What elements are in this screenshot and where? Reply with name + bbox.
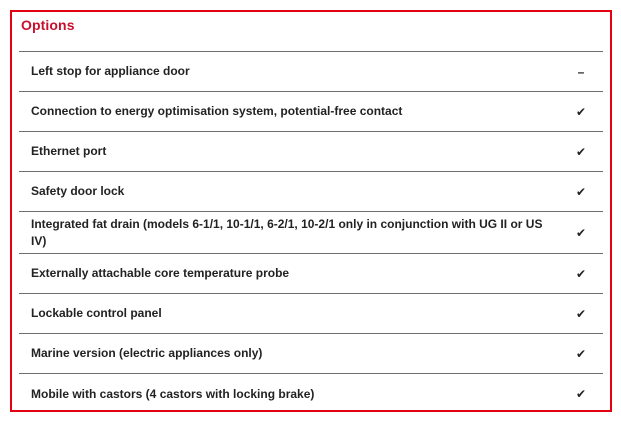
option-label: Ethernet port [31,144,107,158]
option-label: Safety door lock [31,184,125,198]
checkmark-icon: ✔ [575,184,587,199]
option-label: Integrated fat drain (models 6-1/1, 10-1/1, 6-2/1, 10-2/1 only in conjunction with UG II or US IV) [31,216,543,248]
option-row-lockable-control-panel [19,294,603,334]
checkmark-icon: ✔ [575,306,587,321]
option-label: Lockable control panel [31,306,162,320]
option-row-safety-door-lock [19,172,603,212]
dash-icon: – [577,64,585,79]
option-row-left-stop [19,52,603,92]
checkmark-icon: ✔ [575,387,587,401]
option-row-core-temperature-probe [19,254,603,294]
section-title: Options [21,17,75,33]
options-table [19,51,603,414]
option-label: Marine version (electric appliances only) [31,346,263,360]
checkmark-icon: ✔ [575,266,587,281]
option-row-fat-drain [19,212,603,254]
option-row-energy-optimisation [19,92,603,132]
option-label: Externally attachable core temperature probe [31,266,290,280]
option-row-marine-version [19,334,603,374]
checkmark-icon: ✔ [575,144,587,159]
checkmark-icon: ✔ [575,225,587,240]
option-label: Mobile with castors (4 castors with locking brake) [31,386,315,401]
option-row-mobile-castors [19,374,603,414]
checkmark-icon: ✔ [575,346,587,361]
option-label: Left stop for appliance door [31,64,190,78]
checkmark-icon: ✔ [575,104,587,119]
option-row-ethernet-port [19,132,603,172]
options-panel [10,10,612,412]
option-label: Connection to energy optimisation system, potential-free contact [31,104,403,118]
